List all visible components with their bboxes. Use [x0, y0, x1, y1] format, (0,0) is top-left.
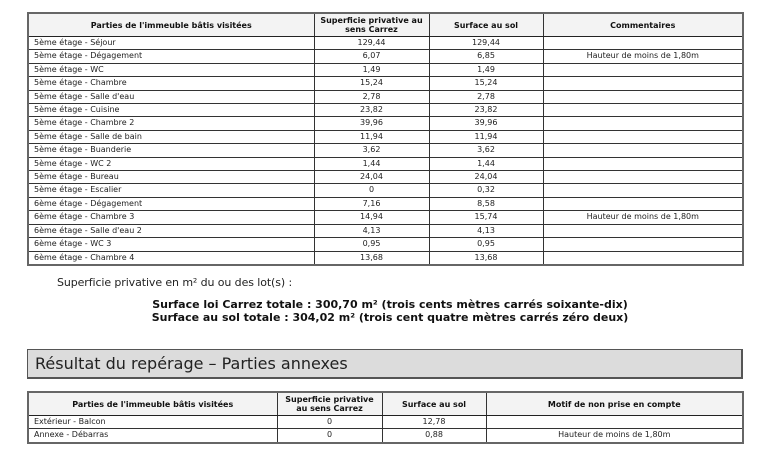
cell-carrez: 1,49 [314, 63, 429, 76]
cell-partie: Annexe - Débarras [28, 429, 277, 443]
table-row [28, 63, 743, 76]
cell-commentaire [543, 117, 743, 130]
cell-commentaire [543, 144, 743, 157]
table-row [28, 171, 743, 184]
cell-sol: 0,32 [429, 184, 543, 197]
cell-commentaire [543, 238, 743, 251]
annex-table-body [28, 416, 743, 443]
surface-table-body [28, 37, 743, 265]
cell-commentaire [543, 251, 743, 265]
cell-sol: 4,13 [429, 224, 543, 237]
table-row [28, 37, 743, 50]
cell-sol: 12,78 [382, 416, 486, 429]
cell-carrez: 13,68 [314, 251, 429, 265]
cell-sol: 8,58 [429, 197, 543, 210]
cell-partie: 6ème étage - WC 3 [28, 238, 314, 251]
cell-carrez: 1,44 [314, 157, 429, 170]
table-row [28, 238, 743, 251]
sol-total: Surface au sol totale : 304,02 m² (trois cent quatre mètres carrés zéro deux) [151, 311, 629, 324]
header-carrez: Superficie privative au sens Carrez [314, 13, 429, 37]
cell-sol: 0,95 [429, 238, 543, 251]
header-commentaires: Commentaires [543, 13, 743, 37]
cell-sol: 15,24 [429, 77, 543, 90]
cell-carrez: 24,04 [314, 171, 429, 184]
cell-sol: 0,88 [382, 429, 486, 443]
cell-carrez: 7,16 [314, 197, 429, 210]
table-row [28, 104, 743, 117]
table-row [28, 117, 743, 130]
cell-carrez: 0 [277, 416, 382, 429]
cell-commentaire [543, 224, 743, 237]
table-row [28, 90, 743, 103]
cell-partie: 5ème étage - Salle d'eau [28, 90, 314, 103]
cell-partie: Extérieur - Balcon [28, 416, 277, 429]
surface-table [27, 12, 744, 266]
cell-partie: 5ème étage - Buanderie [28, 144, 314, 157]
cell-sol: 23,82 [429, 104, 543, 117]
carrez-total: Surface loi Carrez totale : 300,70 m² (trois cents mètres carrés soixante-dix) [152, 298, 628, 311]
table-row [28, 130, 743, 143]
table-row [28, 184, 743, 197]
annex-header-row [28, 392, 743, 416]
annex-section-title: Résultat du repérage – Parties annexes [35, 354, 348, 373]
cell-sol: 3,62 [429, 144, 543, 157]
cell-partie: 5ème étage - Salle de bain [28, 130, 314, 143]
cell-sol: 11,94 [429, 130, 543, 143]
cell-carrez: 15,24 [314, 77, 429, 90]
cell-commentaire [543, 171, 743, 184]
cell-partie: 6ème étage - Chambre 4 [28, 251, 314, 265]
cell-sol: 129,44 [429, 37, 543, 50]
cell-sol: 15,74 [429, 211, 543, 224]
cell-partie: 6ème étage - Chambre 3 [28, 211, 314, 224]
cell-partie: 5ème étage - Escalier [28, 184, 314, 197]
cell-carrez: 23,82 [314, 104, 429, 117]
table-row [28, 211, 743, 224]
header-surface-sol: Surface au sol [429, 13, 543, 37]
table-row [28, 144, 743, 157]
table-row [28, 157, 743, 170]
cell-carrez: 0 [277, 429, 382, 443]
cell-partie: 5ème étage - WC 2 [28, 157, 314, 170]
header-parties: Parties de l'immeuble bâtis visitées [28, 13, 314, 37]
annex-section-heading [27, 349, 743, 379]
annex-header-surface-sol: Surface au sol [382, 392, 486, 416]
cell-carrez: 3,62 [314, 144, 429, 157]
cell-partie: 5ème étage - Séjour [28, 37, 314, 50]
summary-label: Superficie privative en m² du ou des lot(s) : [57, 276, 293, 289]
cell-partie: 5ème étage - Bureau [28, 171, 314, 184]
annex-header-parties: Parties de l'immeuble bâtis visitées [28, 392, 277, 416]
cell-partie: 6ème étage - Salle d'eau 2 [28, 224, 314, 237]
cell-sol: 39,96 [429, 117, 543, 130]
cell-carrez: 14,94 [314, 211, 429, 224]
annex-table-row [28, 416, 743, 429]
cell-partie: 5ème étage - WC [28, 63, 314, 76]
cell-partie: 5ème étage - Chambre [28, 77, 314, 90]
cell-commentaire [543, 63, 743, 76]
cell-carrez: 2,78 [314, 90, 429, 103]
cell-carrez: 129,44 [314, 37, 429, 50]
cell-carrez: 6,07 [314, 50, 429, 63]
cell-commentaire: Hauteur de moins de 1,80m [543, 211, 743, 224]
cell-commentaire: Hauteur de moins de 1,80m [543, 50, 743, 63]
cell-commentaire [543, 77, 743, 90]
cell-sol: 1,49 [429, 63, 543, 76]
annex-table-row [28, 429, 743, 443]
cell-sol: 6,85 [429, 50, 543, 63]
cell-commentaire [543, 184, 743, 197]
annex-header-motif: Motif de non prise en compte [486, 392, 743, 416]
cell-carrez: 0,95 [314, 238, 429, 251]
cell-carrez: 39,96 [314, 117, 429, 130]
table-row [28, 224, 743, 237]
cell-sol: 1,44 [429, 157, 543, 170]
annex-header-carrez: Superficie privative au sens Carrez [277, 392, 382, 416]
cell-partie: 5ème étage - Cuisine [28, 104, 314, 117]
cell-partie: 6ème étage - Dégagement [28, 197, 314, 210]
cell-commentaire [543, 90, 743, 103]
table-row [28, 197, 743, 210]
cell-partie: 5ème étage - Chambre 2 [28, 117, 314, 130]
annex-table [27, 391, 744, 444]
cell-carrez: 4,13 [314, 224, 429, 237]
cell-commentaire [543, 157, 743, 170]
cell-commentaire [543, 197, 743, 210]
cell-partie: 5ème étage - Dégagement [28, 50, 314, 63]
cell-commentaire [543, 104, 743, 117]
cell-motif: Hauteur de moins de 1,80m [486, 429, 743, 443]
cell-motif [486, 416, 743, 429]
table-row [28, 251, 743, 265]
cell-sol: 24,04 [429, 171, 543, 184]
cell-carrez: 0 [314, 184, 429, 197]
cell-carrez: 11,94 [314, 130, 429, 143]
table-header-row [28, 13, 743, 37]
cell-sol: 13,68 [429, 251, 543, 265]
table-row [28, 77, 743, 90]
table-row [28, 50, 743, 63]
cell-commentaire [543, 130, 743, 143]
cell-sol: 2,78 [429, 90, 543, 103]
cell-commentaire [543, 37, 743, 50]
